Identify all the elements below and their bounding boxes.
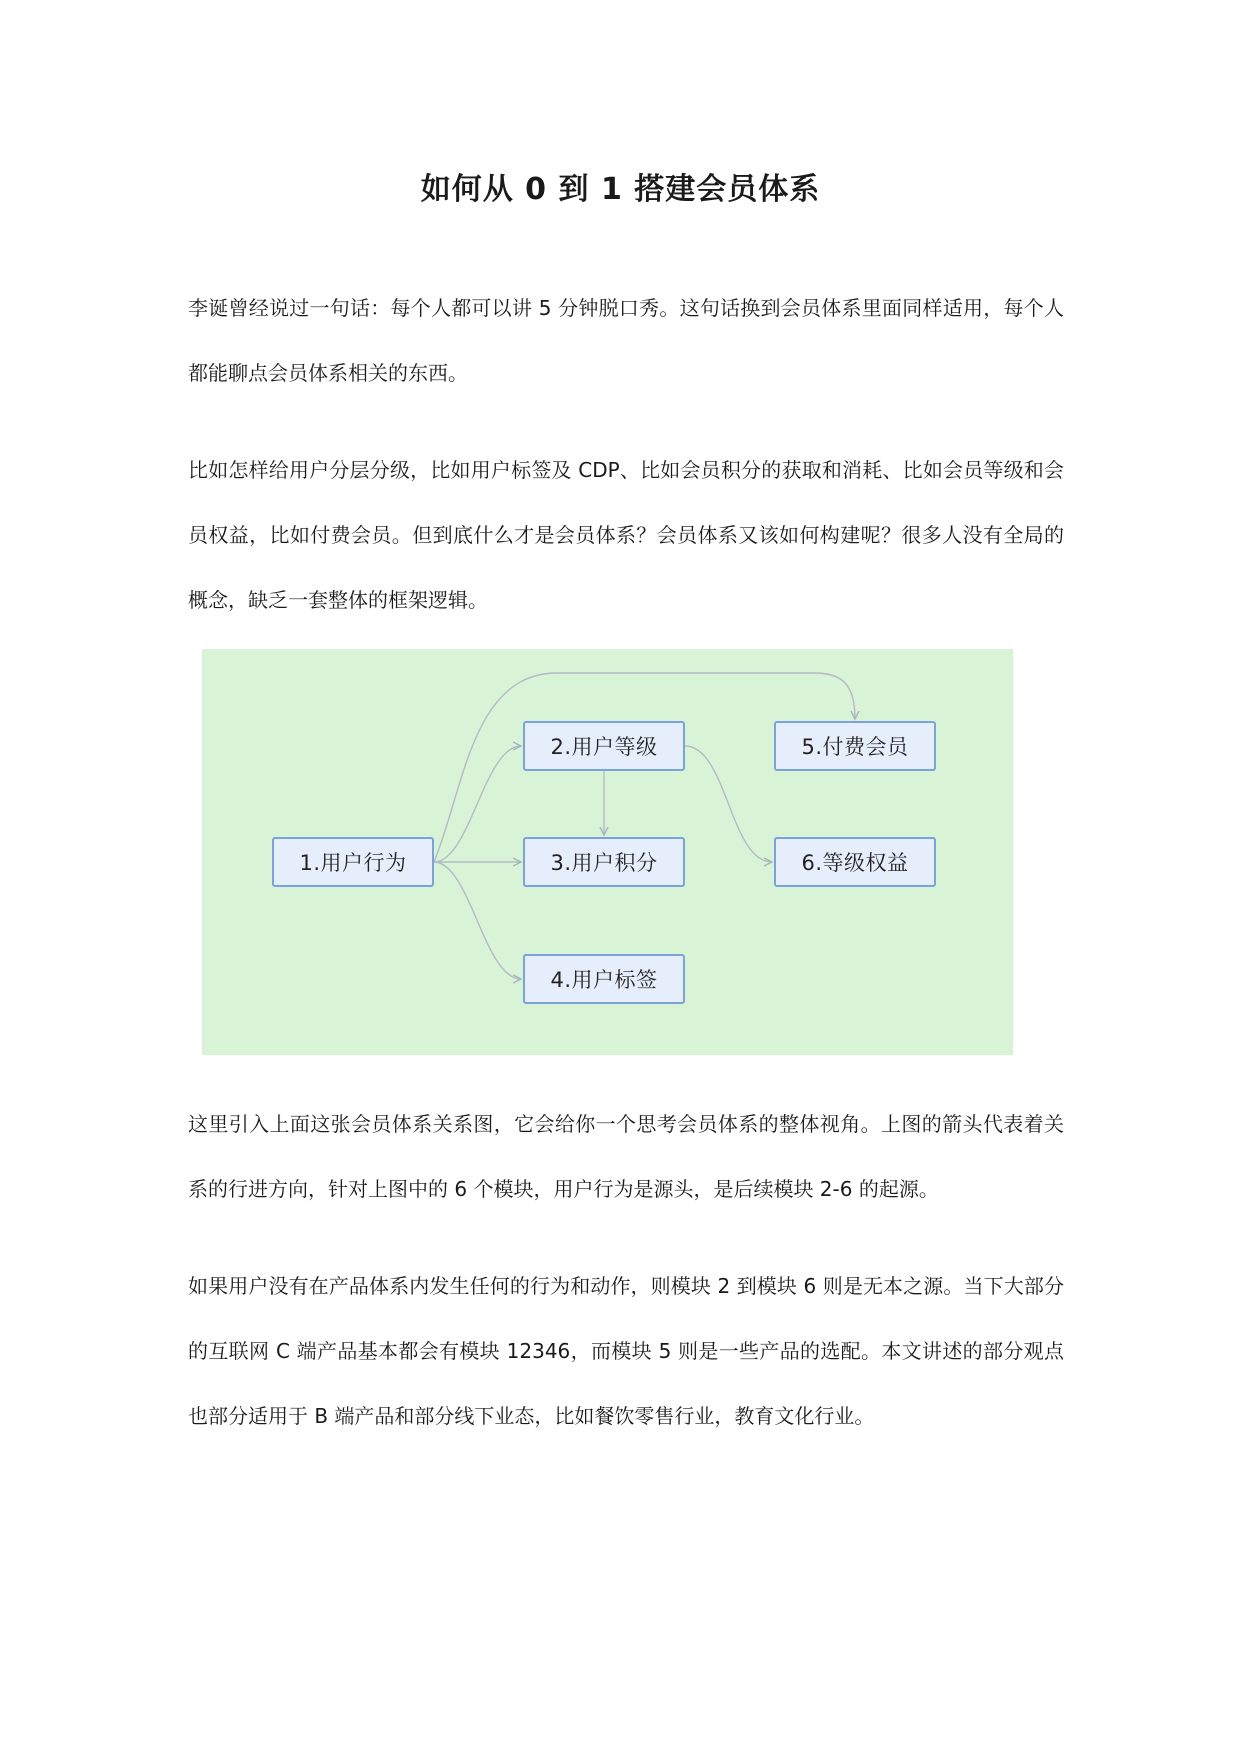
paragraph-diagram-explanation: 这里引入上面这张会员体系关系图，它会给你一个思考会员体系的整体视角。上图的箭头代表着关系的行进方向，针对上图中的 6 个模块，用户行为是源头，是后续模块 2-6 的起源。	[188, 1112, 1064, 1201]
node-user-level: 2.用户等级	[523, 721, 685, 771]
membership-relationship-diagram	[202, 649, 1013, 1055]
paragraph-scope: 如果用户没有在产品体系内发生任何的行为和动作，则模块 2 到模块 6 则是无本之源。当下大部分的互联网 C 端产品基本都会有模块 12346，而模块 5 则是一些产品的选配。本文讲述的部分观点也部分适用于 B 端产品和部分线下业态，比如餐饮零售行业，教育文化行业。	[188, 1274, 1064, 1428]
node-user-points: 3.用户积分	[523, 837, 685, 887]
document-title: 如何从 0 到 1 搭建会员体系	[420, 172, 821, 207]
paragraph-intro: 李诞曾经说过一句话：每个人都可以讲 5 分钟脱口秀。这句话换到会员体系里面同样适用，每个人都能聊点会员体系相关的东西。	[188, 296, 1064, 385]
node-paid-membership: 5.付费会员	[774, 721, 936, 771]
node-level-benefits: 6.等级权益	[774, 837, 936, 887]
arrow-1-to-2	[434, 746, 521, 862]
arrow-1-to-4	[434, 862, 521, 979]
node-user-behavior: 1.用户行为	[272, 837, 434, 887]
paragraph-questions: 比如怎样给用户分层分级，比如用户标签及 CDP、比如会员积分的获取和消耗、比如会员等级和会员权益，比如付费会员。但到底什么才是会员体系？会员体系又该如何构建呢？很多人没有全局的概念，缺乏一套整体的框架逻辑。	[188, 458, 1064, 612]
node-user-tags: 4.用户标签	[523, 954, 685, 1004]
arrow-2-to-6	[685, 746, 772, 862]
